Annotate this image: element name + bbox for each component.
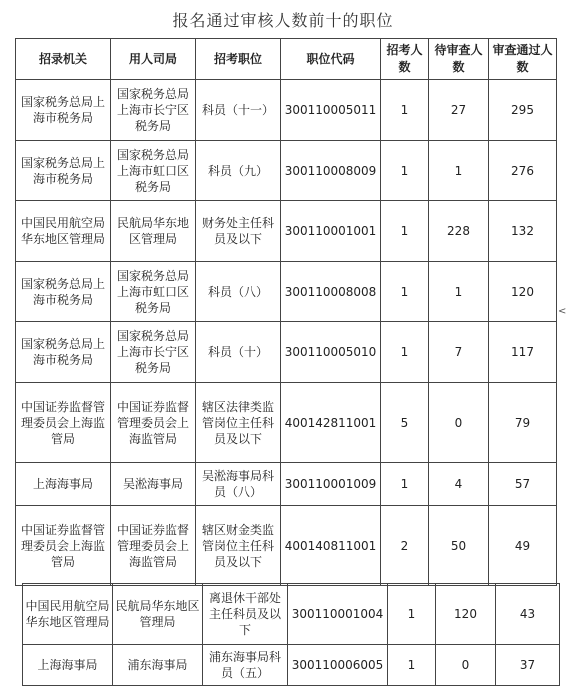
table-row: [16, 463, 557, 506]
cell-pending: 7: [429, 322, 489, 383]
header-passed: 审查通过人数: [489, 39, 557, 80]
cell-pending: 0: [429, 383, 489, 463]
cell-bureau: 中国证券监督管理委员会上海监管局: [111, 383, 196, 463]
cell-passed: 132: [489, 201, 557, 262]
cell-pending: 120: [436, 584, 496, 645]
cell-code: 300110006005: [288, 645, 388, 686]
cell-quota: 1: [388, 584, 436, 645]
header-quota: 招考人数: [381, 39, 429, 80]
cell-passed: 295: [489, 80, 557, 141]
cell-pending: 4: [429, 463, 489, 506]
header-row: [16, 39, 557, 80]
cell-bureau: 国家税务总局上海市虹口区税务局: [111, 262, 196, 322]
header-agency: 招录机关: [16, 39, 111, 80]
cell-agency: 上海海事局: [23, 645, 113, 686]
cell-quota: 1: [381, 201, 429, 262]
header-pending: 待审查人数: [429, 39, 489, 80]
cell-agency: 国家税务总局上海市税务局: [16, 322, 111, 383]
cell-pending: 50: [429, 506, 489, 586]
header-bureau: 用人司局: [111, 39, 196, 80]
cell-quota: 1: [381, 322, 429, 383]
cell-position: 科员（十）: [196, 322, 281, 383]
cell-quota: 1: [388, 645, 436, 686]
cell-pending: 1: [429, 141, 489, 201]
page-title: 报名通过审核人数前十的职位: [172, 11, 394, 30]
cell-bureau: 民航局华东地区管理局: [111, 201, 196, 262]
cell-code: 300110008008: [281, 262, 381, 322]
cell-code: 300110001001: [281, 201, 381, 262]
cell-pending: 228: [429, 201, 489, 262]
cell-pending: 27: [429, 80, 489, 141]
table-row: [16, 383, 557, 463]
table-row: [16, 141, 557, 201]
cell-agency: 国家税务总局上海市税务局: [16, 262, 111, 322]
cell-quota: 5: [381, 383, 429, 463]
cell-quota: 1: [381, 463, 429, 506]
cell-pending: 1: [429, 262, 489, 322]
cell-passed: 120: [489, 262, 557, 322]
cell-code: 400142811001: [281, 383, 381, 463]
cell-bureau: 民航局华东地区管理局: [113, 584, 203, 645]
cell-quota: 1: [381, 262, 429, 322]
cell-bureau: 国家税务总局上海市长宁区税务局: [111, 322, 196, 383]
cell-agency: 中国证券监督管理委员会上海监管局: [16, 506, 111, 586]
cell-passed: 37: [496, 645, 560, 686]
cell-bureau: 中国证券监督管理委员会上海监管局: [111, 506, 196, 586]
cell-position: 辖区法律类监管岗位主任科员及以下: [196, 383, 281, 463]
cell-position: 吴淞海事局科员（八）: [196, 463, 281, 506]
main-table: [15, 38, 557, 586]
table-row: [16, 262, 557, 322]
table-row: [16, 201, 557, 262]
cell-agency: 上海海事局: [16, 463, 111, 506]
cell-position: 离退休干部处主任科员及以下: [203, 584, 288, 645]
cell-code: 300110005011: [281, 80, 381, 141]
cell-passed: 57: [489, 463, 557, 506]
cell-agency: 国家税务总局上海市税务局: [16, 80, 111, 141]
cell-bureau: 浦东海事局: [113, 645, 203, 686]
cell-position: 科员（十一）: [196, 80, 281, 141]
cell-bureau: 国家税务总局上海市长宁区税务局: [111, 80, 196, 141]
cell-bureau: 吴淞海事局: [111, 463, 196, 506]
side-mark: <: [558, 306, 566, 317]
cell-code: 400140811001: [281, 506, 381, 586]
cell-code: 300110008009: [281, 141, 381, 201]
cell-agency: 国家税务总局上海市税务局: [16, 141, 111, 201]
cell-quota: 2: [381, 506, 429, 586]
cell-agency: 中国证券监督管理委员会上海监管局: [16, 383, 111, 463]
cell-bureau: 国家税务总局上海市虹口区税务局: [111, 141, 196, 201]
cell-position: 科员（九）: [196, 141, 281, 201]
header-position: 招考职位: [196, 39, 281, 80]
table-row: [23, 645, 560, 686]
cell-agency: 中国民用航空局华东地区管理局: [16, 201, 111, 262]
extra-table: [22, 583, 560, 686]
main-table-body: [16, 80, 557, 586]
cell-pending: 0: [436, 645, 496, 686]
cell-quota: 1: [381, 141, 429, 201]
cell-passed: 79: [489, 383, 557, 463]
table-row: [23, 584, 560, 645]
cell-agency: 中国民用航空局华东地区管理局: [23, 584, 113, 645]
cell-position: 辖区财金类监管岗位主任科员及以下: [196, 506, 281, 586]
cell-position: 浦东海事局科员（五）: [203, 645, 288, 686]
cell-passed: 117: [489, 322, 557, 383]
cell-code: 300110005010: [281, 322, 381, 383]
cell-code: 300110001009: [281, 463, 381, 506]
table-row: [16, 80, 557, 141]
cell-passed: 276: [489, 141, 557, 201]
cell-passed: 49: [489, 506, 557, 586]
cell-position: 科员（八）: [196, 262, 281, 322]
extra-table-body: [23, 584, 560, 686]
cell-code: 300110001004: [288, 584, 388, 645]
cell-passed: 43: [496, 584, 560, 645]
cell-position: 财务处主任科员及以下: [196, 201, 281, 262]
cell-quota: 1: [381, 80, 429, 141]
header-code: 职位代码: [281, 39, 381, 80]
table-row: [16, 322, 557, 383]
table-row: [16, 506, 557, 586]
